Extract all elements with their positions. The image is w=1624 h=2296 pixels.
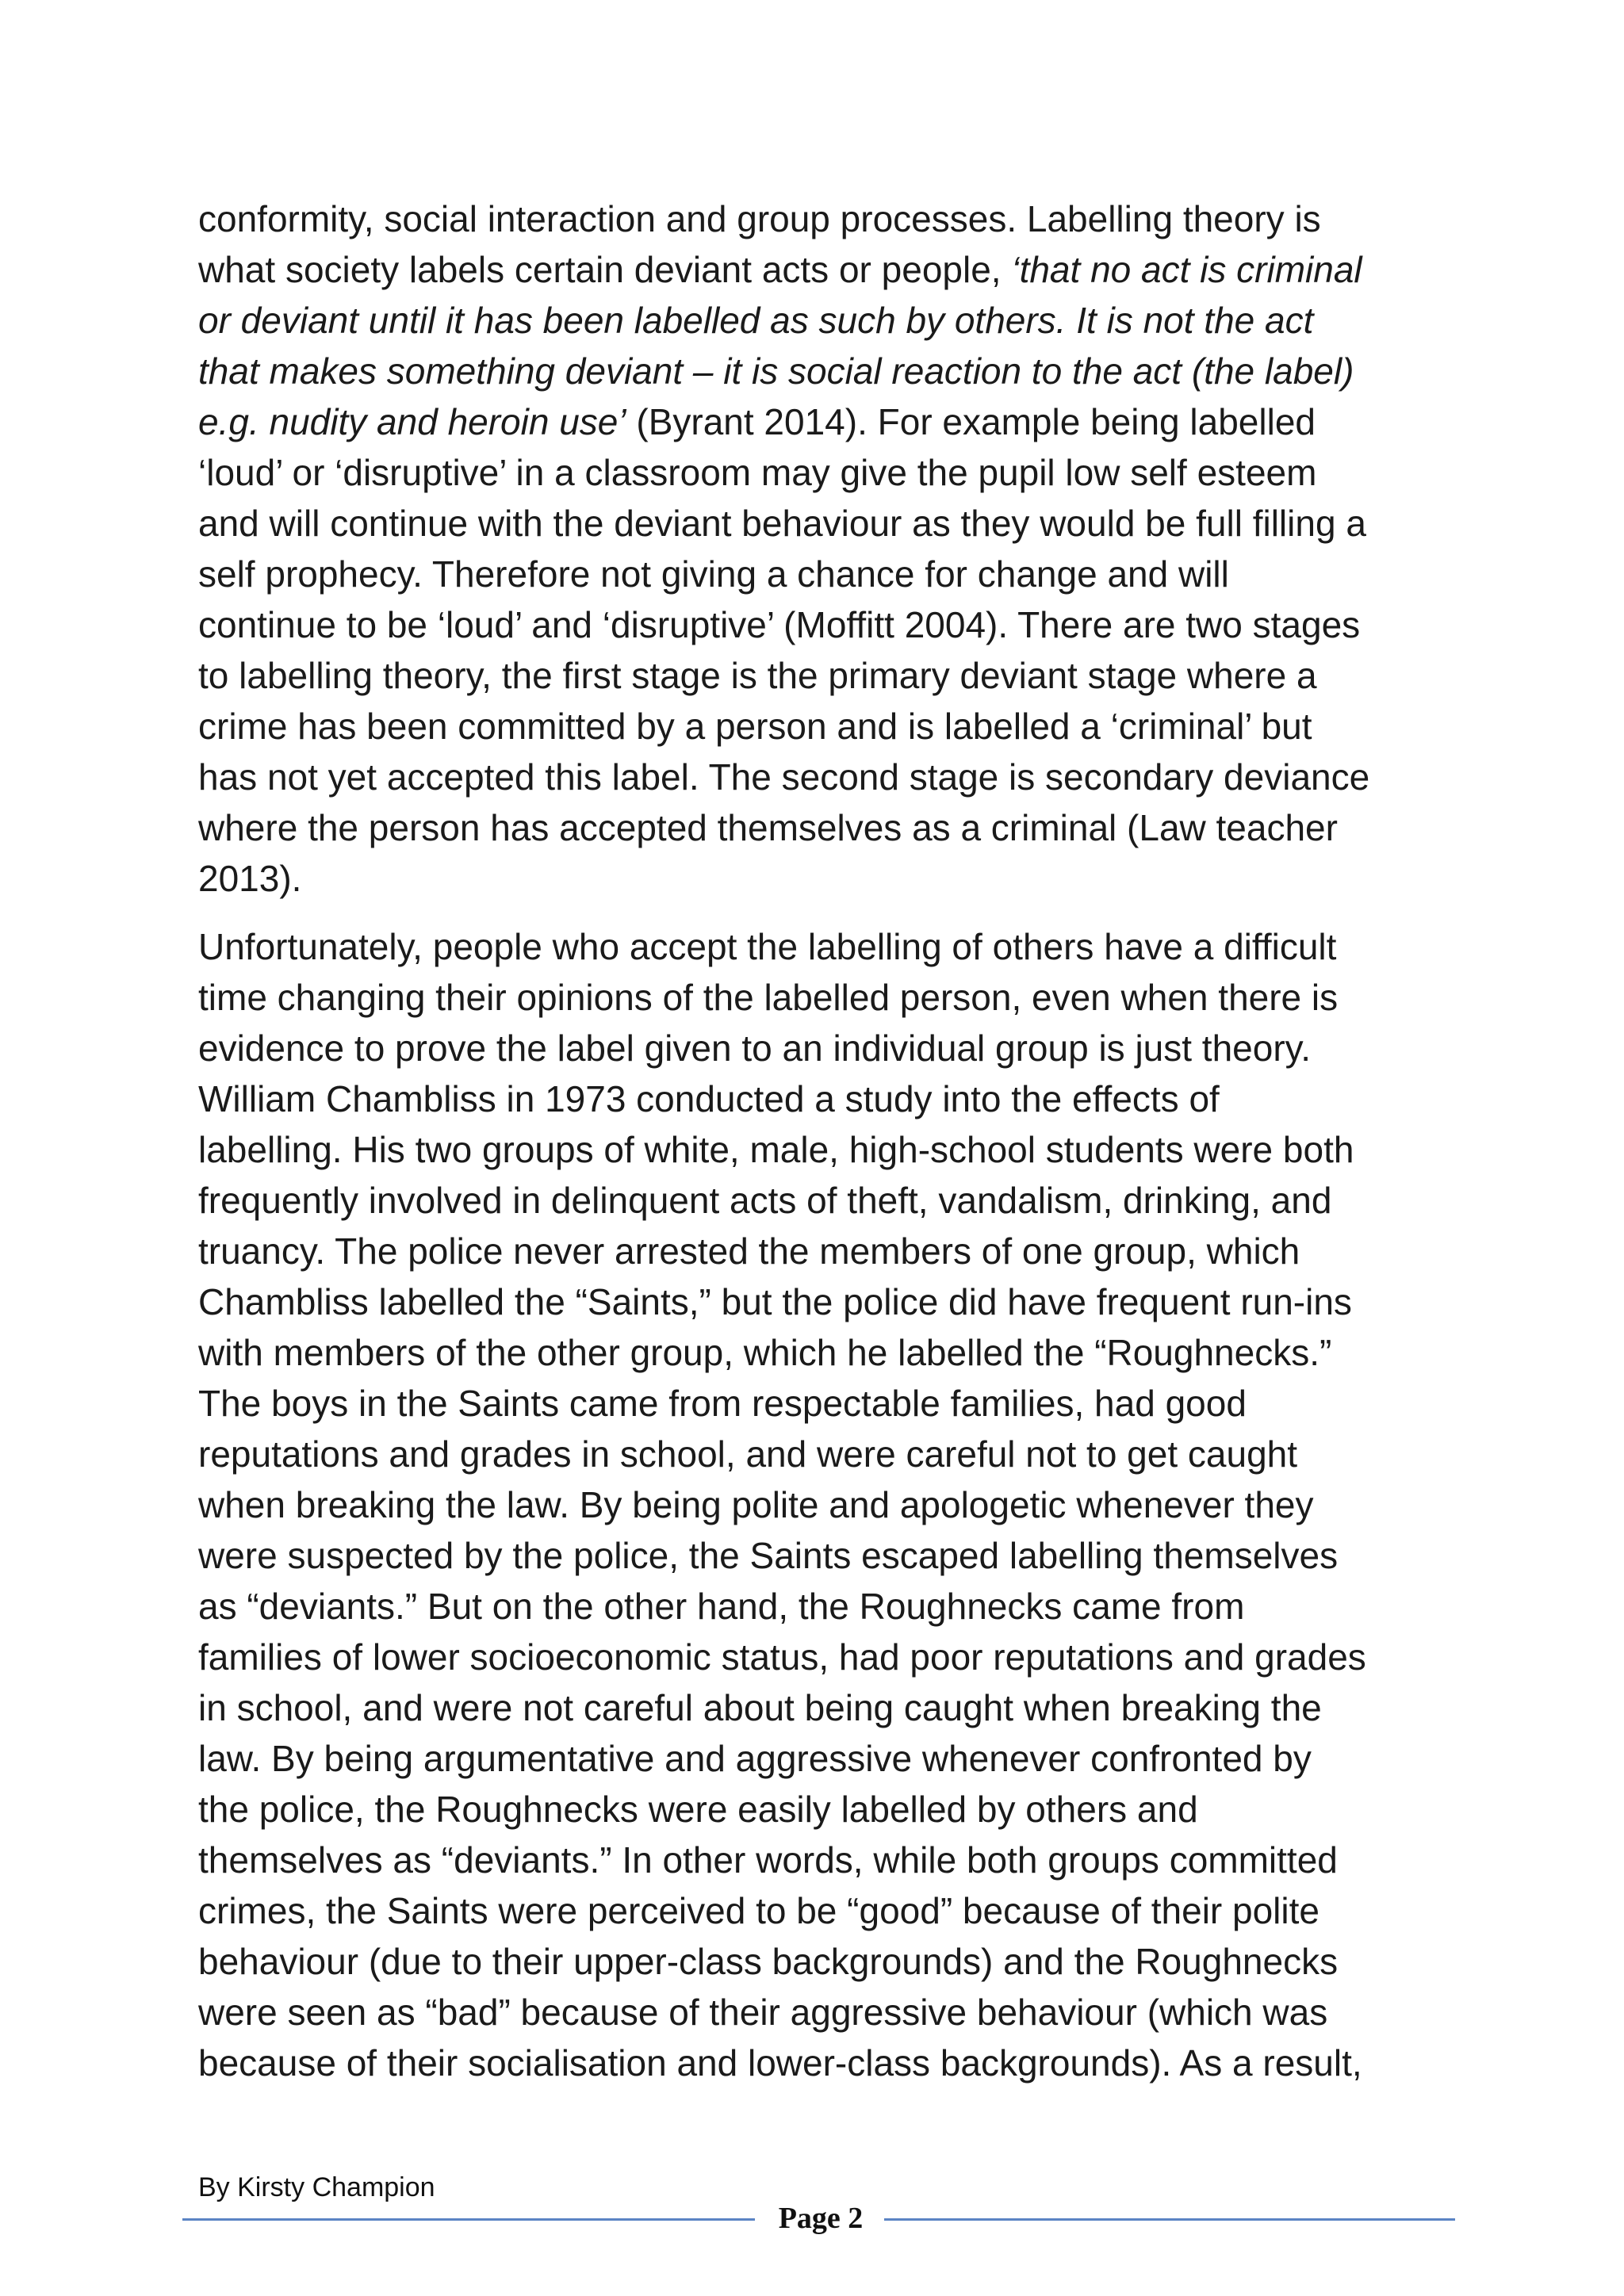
text-line: [198, 650, 1451, 701]
text-segment: has not yet accepted this label. The second stage is secondary deviance: [198, 756, 1370, 798]
text-segment: because of their socialisation and lower-class backgrounds). As a result,: [198, 2042, 1362, 2084]
text-segment: the police, the Roughnecks were easily labelled by others and: [198, 1789, 1198, 1830]
text-segment: crime has been committed by a person and is labelled a ‘criminal’ but: [198, 706, 1312, 747]
text-line: [198, 1530, 1451, 1581]
text-segment: William Chambliss in 1973 conducted a study into the effects of: [198, 1078, 1220, 1119]
text-segment: were suspected by the police, the Saints escaped labelling themselves: [198, 1535, 1339, 1576]
text-segment: law. By being argumentative and aggressive whenever confronted by: [198, 1738, 1312, 1779]
text-line: [198, 853, 1451, 904]
text-segment: when breaking the law. By being polite and apologetic whenever they: [198, 1484, 1314, 1525]
paragraph: [198, 193, 1451, 904]
text-segment: Unfortunately, people who accept the labelling of others have a difficult: [198, 926, 1337, 967]
text-line: [198, 2038, 1451, 2088]
page-footer: [182, 2172, 1455, 2236]
text-segment: families of lower socioeconomic status, had poor reputations and grades: [198, 1636, 1366, 1678]
italic-quote-text: e.g. nudity and heroin use’: [198, 401, 626, 442]
paragraph: [198, 921, 1451, 2088]
text-line: [198, 1936, 1451, 1987]
italic-quote-text: ‘that no act is criminal: [1011, 249, 1362, 290]
text-line: [198, 1733, 1451, 1784]
text-line: [198, 1835, 1451, 1885]
text-segment: conformity, social interaction and group processes. Labelling theory is: [198, 198, 1321, 239]
text-line: [198, 752, 1451, 802]
text-line: [198, 1479, 1451, 1530]
text-line: [198, 1378, 1451, 1429]
text-line: [198, 1124, 1451, 1175]
text-line: [198, 295, 1451, 346]
text-line: [198, 1175, 1451, 1226]
text-segment: self prophecy. Therefore not giving a chance for change and will: [198, 553, 1229, 595]
text-line: [198, 972, 1451, 1023]
text-line: [198, 1885, 1451, 1936]
text-line: [198, 1276, 1451, 1327]
text-line: [198, 193, 1451, 244]
text-segment: themselves as “deviants.” In other words, while both groups committed: [198, 1839, 1338, 1881]
text-line: [198, 1784, 1451, 1835]
text-line: [198, 701, 1451, 752]
text-line: [198, 1987, 1451, 2038]
text-segment: Chambliss labelled the “Saints,” but the police did have frequent run-ins: [198, 1281, 1352, 1322]
text-line: [198, 346, 1451, 396]
page-number: Page 2: [778, 2202, 864, 2235]
text-segment: truancy. The police never arrested the members of one group, which: [198, 1230, 1300, 1272]
text-segment: 2013).: [198, 858, 302, 899]
text-line: [198, 396, 1451, 447]
text-line: [198, 802, 1451, 853]
text-segment: reputations and grades in school, and were careful not to get caught: [198, 1433, 1298, 1475]
footer-author: By Kirsty Champion: [198, 2172, 435, 2202]
text-line: [198, 244, 1451, 295]
text-segment: time changing their opinions of the labelled person, even when there is: [198, 977, 1339, 1018]
text-segment: in school, and were not careful about being caught when breaking the: [198, 1687, 1322, 1728]
text-segment: behaviour (due to their upper-class backgrounds) and the Roughnecks: [198, 1941, 1339, 1982]
text-line: [198, 1073, 1451, 1124]
text-line: [198, 1429, 1451, 1479]
text-line: [198, 549, 1451, 599]
text-segment: as “deviants.” But on the other hand, the Roughnecks came from: [198, 1586, 1245, 1627]
text-line: [198, 1226, 1451, 1276]
text-segment: continue to be ‘loud’ and ‘disruptive’ (Moffitt 2004). There are two stages: [198, 604, 1361, 645]
text-line: [198, 1682, 1451, 1733]
text-line: [198, 1023, 1451, 1073]
text-segment: and will continue with the deviant behaviour as they would be full filling a: [198, 503, 1366, 544]
text-segment: what society labels certain deviant acts or people,: [198, 249, 1012, 290]
text-segment: ‘loud’ or ‘disruptive’ in a classroom may give the pupil low self esteem: [198, 452, 1317, 493]
text-segment: with members of the other group, which he labelled the “Roughnecks.”: [198, 1332, 1332, 1373]
text-segment: were seen as “bad” because of their aggressive behaviour (which was: [198, 1992, 1328, 2033]
text-segment: labelling. His two groups of white, male, high-school students were both: [198, 1129, 1354, 1170]
text-segment: where the person has accepted themselves as a criminal (Law teacher: [198, 807, 1338, 848]
text-segment: to labelling theory, the first stage is the primary deviant stage where a: [198, 655, 1317, 696]
body-text: [198, 193, 1451, 2106]
italic-quote-text: that makes something deviant – it is social reaction to the act (the label): [198, 350, 1354, 392]
text-segment: frequently involved in delinquent acts of theft, vandalism, drinking, and: [198, 1180, 1332, 1221]
text-line: [198, 921, 1451, 972]
text-line: [198, 1632, 1451, 1682]
footer-rule-right: [884, 2218, 1455, 2221]
text-segment: crimes, the Saints were perceived to be “good” because of their polite: [198, 1890, 1320, 1931]
footer-rule-left: [182, 2218, 755, 2221]
italic-quote-text: or deviant until it has been labelled as such by others. It is not the act: [198, 300, 1314, 341]
text-segment: (Byrant 2014). For example being labelled: [626, 401, 1316, 442]
text-segment: evidence to prove the label given to an individual group is just theory.: [198, 1027, 1312, 1069]
text-segment: The boys in the Saints came from respectable families, had good: [198, 1383, 1247, 1424]
text-line: [198, 447, 1451, 498]
text-line: [198, 1327, 1451, 1378]
text-line: [198, 599, 1451, 650]
text-line: [198, 1581, 1451, 1632]
text-line: [198, 498, 1451, 549]
